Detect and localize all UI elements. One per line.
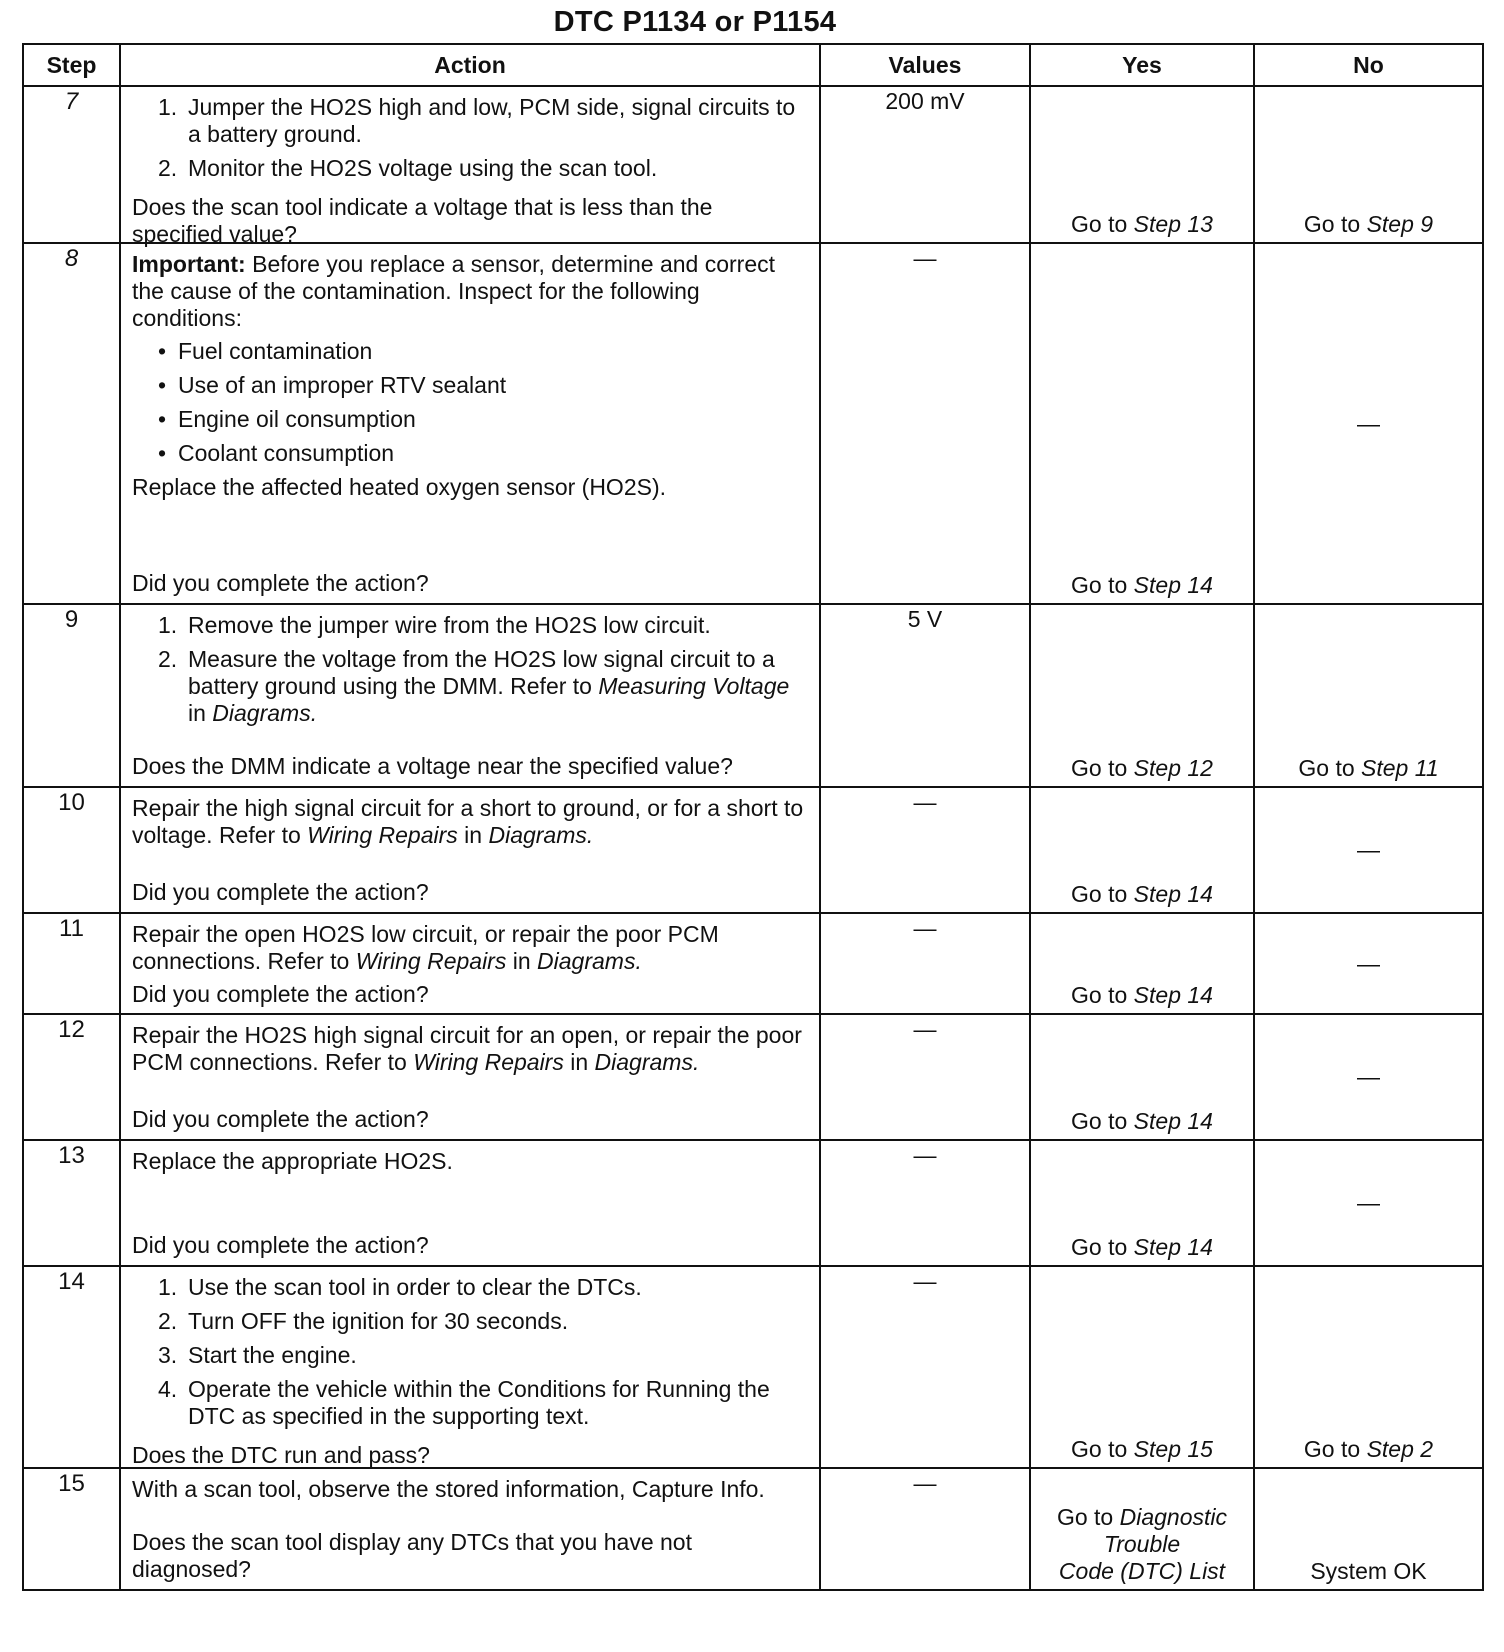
instruction: With a scan tool, observe the stored information, Capture Info. — [132, 1476, 765, 1502]
header-row — [23, 44, 1483, 86]
action-cell — [120, 86, 820, 247]
yes-goto[interactable]: Go to Step 14 — [1071, 1234, 1213, 1260]
list-item: 1. Jumper the HO2S high and low, PCM side, signal circuits to a battery ground. — [158, 94, 796, 147]
no-dash: — — [1357, 950, 1380, 976]
yes-goto[interactable]: Go to Step 15 — [1071, 1436, 1213, 1462]
table-row — [23, 1014, 1483, 1140]
step-number: 9 — [64, 606, 79, 633]
list-item: • Fuel contamination — [158, 338, 808, 365]
no-goto[interactable]: Go to Step 2 — [1303, 1436, 1434, 1462]
no-cell — [1254, 787, 1483, 913]
list-item: 4. Operate the vehicle within the Conditions for Running the DTC as specified in the supporting text. — [158, 1376, 770, 1429]
yes-goto[interactable]: Go to Step 14 — [1071, 982, 1213, 1008]
question: Does the scan tool display any DTCs that you have not diagnosed? — [132, 1529, 692, 1582]
no-dash: — — [1357, 836, 1380, 863]
step-number: 15 — [58, 1470, 85, 1497]
value-cell: — — [820, 1140, 1030, 1266]
list-item: • Engine oil consumption — [158, 406, 808, 433]
action-cell — [120, 604, 820, 787]
step-cell — [23, 1266, 120, 1468]
value-cell: — — [820, 243, 1030, 604]
step-cell — [23, 787, 120, 913]
table-row — [23, 243, 1483, 604]
no-goto[interactable]: Go to Step 9 — [1303, 211, 1434, 237]
no-cell — [1254, 1014, 1483, 1140]
action-cell — [120, 1468, 820, 1590]
value-cell: 5 V — [820, 604, 1030, 787]
value-cell: — — [820, 913, 1030, 1014]
question: Does the DMM indicate a voltage near the specified value? — [132, 753, 733, 779]
no-cell — [1254, 913, 1483, 1014]
no-cell — [1254, 1266, 1483, 1468]
yes-goto[interactable]: Go to Step 12 — [1071, 755, 1213, 781]
step-number: 10 — [58, 789, 85, 816]
yes-cell — [1030, 913, 1254, 1014]
list-item: 3. Start the engine. — [158, 1342, 357, 1368]
header-yes: Yes — [1030, 44, 1254, 86]
step-cell — [23, 604, 120, 787]
action-cell — [120, 913, 820, 1014]
step-number: 7 — [64, 88, 79, 115]
question: Did you complete the action? — [132, 981, 429, 1007]
yes-cell — [1030, 243, 1254, 604]
yes-goto[interactable]: Go to Step 14 — [1071, 572, 1213, 598]
action-cell — [120, 1014, 820, 1140]
important-note: Important: Before you replace a sensor, determine and correct the cause of the contamination. Inspect for the following conditions: — [132, 251, 776, 331]
value-cell: — — [820, 1266, 1030, 1468]
list-item: • Use of an improper RTV sealant — [158, 372, 808, 399]
step-cell — [23, 913, 120, 1014]
step-cell — [23, 1468, 120, 1590]
yes-cell — [1030, 1014, 1254, 1140]
step-cell — [23, 1014, 120, 1140]
table-row — [23, 1140, 1483, 1266]
action-cell — [120, 1266, 820, 1468]
yes-cell — [1030, 1140, 1254, 1266]
header-values: Values — [820, 44, 1030, 86]
step-number: 12 — [58, 1016, 85, 1043]
list-item: 2. Turn OFF the ignition for 30 seconds. — [158, 1308, 569, 1334]
step-number: 8 — [64, 245, 79, 272]
instruction: Repair the open HO2S low circuit, or repair the poor PCM connections. Refer to Wiring Repairs in Diagrams. — [132, 921, 719, 974]
yes-goto[interactable]: Go to Diagnostic Trouble Code (DTC) List — [1056, 1504, 1228, 1584]
step-cell — [23, 1140, 120, 1266]
no-cell — [1254, 604, 1483, 787]
yes-cell — [1030, 86, 1254, 243]
table-row — [23, 1468, 1483, 1590]
no-dash: — — [1357, 1189, 1380, 1216]
step-number: 14 — [58, 1268, 85, 1295]
list-item: 2. Measure the voltage from the HO2S low signal circuit to a battery ground using the DMM. Refer to Measuring Voltage in Diagrams. — [158, 646, 790, 726]
dtc-table — [22, 43, 1484, 1591]
yes-cell — [1030, 787, 1254, 913]
no-goto[interactable]: Go to Step 11 — [1298, 755, 1439, 781]
yes-cell — [1030, 1266, 1254, 1468]
value-cell: — — [820, 1014, 1030, 1140]
instruction: Replace the affected heated oxygen sensor (HO2S). — [132, 474, 667, 500]
value-cell: 200 mV — [820, 86, 1030, 243]
table-row — [23, 604, 1483, 787]
list-item: • Coolant consumption — [158, 440, 808, 467]
action-cell — [120, 1140, 820, 1266]
header-step: Step — [23, 44, 120, 86]
question: Did you complete the action? — [132, 1106, 429, 1132]
list-item: 1. Use the scan tool in order to clear the DTCs. — [158, 1274, 642, 1300]
table-row — [23, 787, 1483, 913]
instruction: Repair the HO2S high signal circuit for an open, or repair the poor PCM connections. Refer to Wiring Repairs in Diagrams. — [132, 1022, 802, 1075]
instruction: Replace the appropriate HO2S. — [132, 1148, 453, 1174]
list-item: 1. Remove the jumper wire from the HO2S low circuit. — [158, 612, 711, 638]
no-cell — [1254, 1140, 1483, 1266]
yes-cell — [1030, 1468, 1254, 1590]
yes-cell — [1030, 604, 1254, 787]
action-cell — [120, 243, 820, 604]
value-cell: — — [820, 787, 1030, 913]
question: Does the DTC run and pass? — [132, 1442, 430, 1468]
question: Did you complete the action? — [132, 879, 429, 905]
action-cell — [120, 787, 820, 913]
yes-goto[interactable]: Go to Step 14 — [1071, 881, 1213, 907]
no-cell — [1254, 86, 1483, 243]
question: Did you complete the action? — [132, 570, 429, 596]
page-title: DTC P1134 or P1154 — [553, 6, 837, 38]
yes-goto[interactable]: Go to Step 14 — [1071, 1108, 1213, 1134]
table-row — [23, 1266, 1483, 1468]
question: Does the scan tool indicate a voltage that is less than the specified value? — [132, 194, 713, 247]
no-cell — [1254, 243, 1483, 604]
header-action: Action — [120, 44, 820, 86]
header-no: No — [1254, 44, 1483, 86]
list-item: 2. Monitor the HO2S voltage using the scan tool. — [158, 155, 658, 181]
step-cell — [23, 243, 120, 604]
value-cell: — — [820, 1468, 1030, 1590]
step-number: 11 — [59, 915, 84, 942]
table-row — [23, 86, 1483, 243]
no-cell — [1254, 1468, 1483, 1590]
table-row — [23, 913, 1483, 1014]
no-dash: — — [1357, 410, 1380, 436]
yes-goto[interactable]: Go to Step 13 — [1071, 211, 1213, 237]
question: Did you complete the action? — [132, 1232, 429, 1258]
instruction: Repair the high signal circuit for a short to ground, or for a short to voltage. Refer to Wiring Repairs in Diagrams. — [132, 795, 804, 848]
no-dash: — — [1357, 1063, 1380, 1090]
step-cell — [23, 86, 120, 243]
step-number: 13 — [58, 1142, 85, 1169]
system-ok-text: System OK — [1310, 1558, 1427, 1584]
